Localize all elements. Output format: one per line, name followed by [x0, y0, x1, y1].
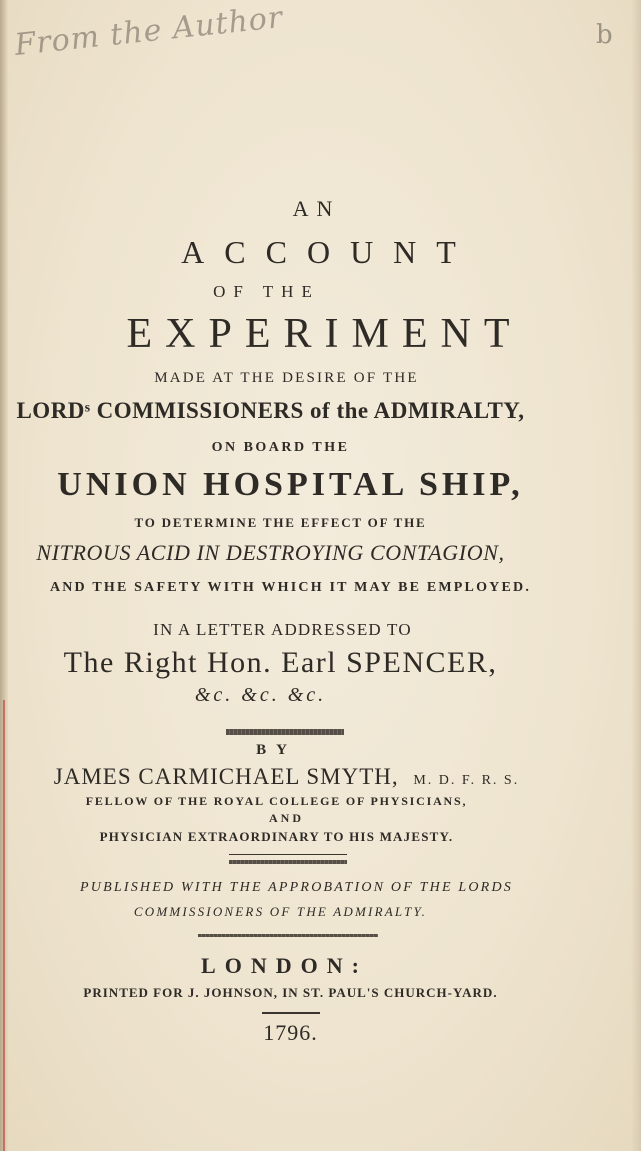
subtitle-nitrous-acid: NITROUS ACID IN DESTROYING CONTAGION,	[36, 540, 505, 565]
title-account: ACCOUNT	[181, 234, 476, 270]
imprint-printer: PRINTED FOR J. JOHNSON, IN ST. PAUL'S CHURCH-YARD.	[83, 985, 498, 1000]
author-name-line	[0, 764, 607, 790]
subtitle-safety: AND THE SAFETY WITH WHICH IT MAY BE EMPLOYED.	[49, 580, 532, 595]
letter-addressed-to: IN A LETTER ADDRESSED TO	[153, 620, 412, 639]
corner-pencil-mark: b	[596, 20, 613, 50]
imprint-rule	[198, 934, 378, 937]
author-fellow: FELLOW OF THE ROYAL COLLEGE OF PHYSICIANS,	[85, 794, 468, 808]
subtitle-to-determine: TO DETERMINE THE EFFECT OF THE	[134, 515, 427, 530]
ornamental-rule	[226, 729, 344, 735]
title-an: AN	[292, 196, 341, 221]
divider-rule-thick	[229, 860, 347, 864]
imprint-city: LONDON:	[201, 953, 368, 978]
title-experiment: EXPERIMENT	[126, 311, 523, 357]
page-edge-shadow	[631, 0, 641, 1151]
author-credentials: M. D. F. R. S.	[413, 773, 520, 788]
subtitle-on-board: ON BOARD THE	[211, 440, 350, 455]
letter-recipient: The Right Hon. Earl SPENCER,	[63, 646, 498, 679]
author-name: JAMES CARMICHAEL SMYTH,	[53, 764, 399, 789]
author-by: BY	[256, 742, 297, 758]
author-and: AND	[269, 811, 304, 825]
subtitle-lords-commissioners: LORDˢ COMMISSIONERS of the ADMIRALTY,	[16, 398, 525, 423]
title-of-the: OF THE	[213, 282, 320, 301]
approbation-commissioners: COMMISSIONERS OF THE ADMIRALTY.	[133, 904, 428, 919]
author-physician: PHYSICIAN EXTRAORDINARY TO HIS MAJESTY.	[99, 829, 454, 844]
divider-rule-thin	[229, 854, 347, 855]
subtitle-made-at: MADE AT THE DESIRE OF THE	[154, 370, 419, 386]
approbation-published: PUBLISHED WITH THE APPROBATION OF THE LORDS	[80, 880, 513, 895]
imprint-year: 1796.	[263, 1020, 318, 1045]
letter-etc: &c. &c. &c.	[194, 684, 327, 706]
year-rule	[262, 1012, 320, 1014]
subtitle-ship-name: UNION HOSPITAL SHIP,	[57, 466, 524, 503]
handwritten-inscription: From the Author	[12, 0, 285, 63]
